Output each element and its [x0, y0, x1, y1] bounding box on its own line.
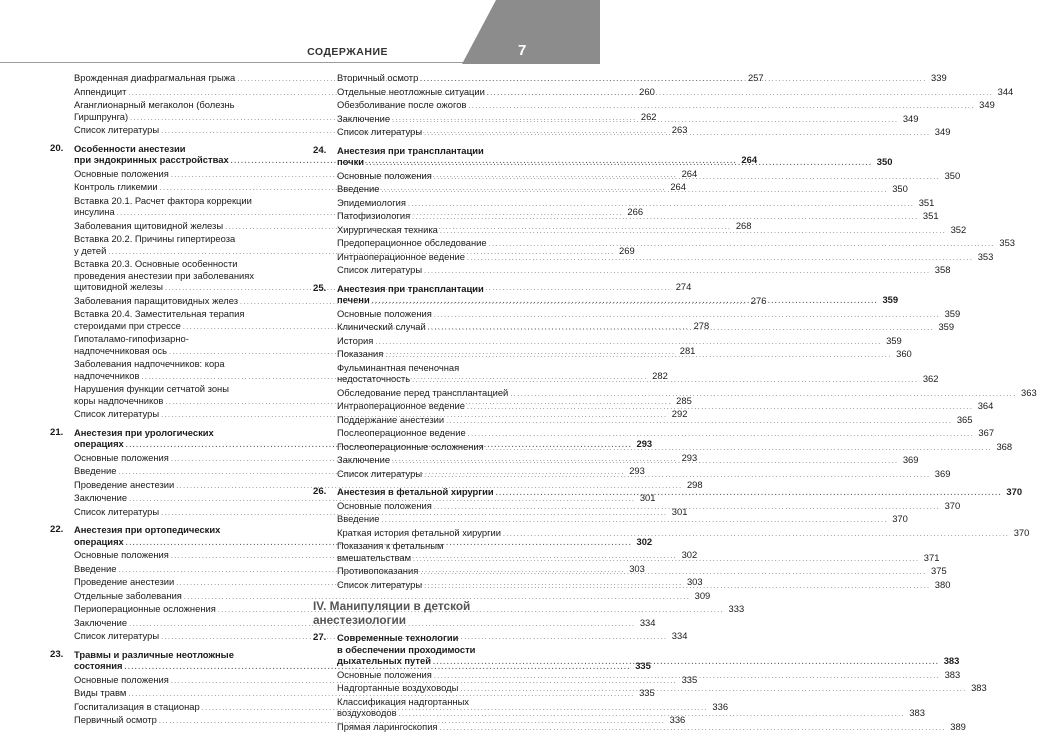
toc-entry: [74, 167, 698, 182]
entry-page: 359: [938, 321, 955, 332]
entry-page: 301: [639, 492, 656, 503]
entry-page: 368: [996, 440, 1013, 452]
entry-title: Основные положения: [337, 668, 432, 680]
entry-title: Гиршпрунга): [74, 110, 129, 122]
entry-page: 351: [922, 210, 939, 221]
entry-title: состояния: [74, 660, 123, 671]
entry-page: 293: [629, 465, 645, 476]
entry-page: 370: [1006, 486, 1023, 497]
toc-entry: [337, 156, 892, 170]
entry-title: Поддержание анестезии: [337, 413, 445, 425]
toc-entry: [337, 294, 898, 308]
leader-dots: [366, 158, 872, 170]
entry-title: печени: [337, 294, 370, 305]
entry-title: Список литературы: [74, 124, 160, 135]
entry-title: Послеоперационное ведение: [337, 427, 466, 438]
entry-page: 264: [681, 167, 698, 179]
leader-dots: [440, 226, 946, 238]
leader-dots: [424, 128, 930, 140]
entry-page: 351: [918, 196, 935, 208]
leader-dots: [375, 337, 881, 349]
leader-dots: [413, 554, 919, 566]
entry-title: Основные положения: [74, 549, 169, 560]
header-rule: [0, 36, 470, 63]
leader-dots: [428, 323, 934, 335]
entry-title: инсулина: [74, 206, 115, 217]
entry-title: почки: [337, 156, 365, 167]
entry-page: 359: [882, 294, 899, 305]
entry-title: Интраоперационное ведение: [337, 400, 465, 411]
entry-title: Интраоперационное ведение: [337, 250, 465, 262]
entry-title: История: [337, 334, 374, 346]
entry-title: Аппендицит: [74, 85, 127, 97]
entry-page: 336: [669, 714, 686, 725]
entry-page: 276: [750, 294, 767, 306]
leader-dots: [424, 581, 930, 593]
entry-title: недостаточность: [337, 373, 411, 384]
entry-page: 264: [741, 154, 758, 165]
chapter-number: 25.: [313, 282, 327, 294]
chapter-number: 23.: [50, 648, 64, 660]
entry-page: 349: [934, 126, 951, 137]
entry-page: 335: [639, 687, 655, 698]
leader-dots: [487, 85, 993, 100]
entry-title: Основные положения: [74, 451, 169, 463]
leader-dots: [434, 671, 940, 683]
leader-dots: [434, 310, 940, 322]
entry-title-line: Анестезия при ортопедических: [74, 524, 221, 535]
entry-title-line: Вставка 20.1. Расчет фактора коррекции: [74, 194, 252, 206]
leader-dots: [468, 429, 974, 441]
leader-dots: [460, 684, 966, 696]
entry-title: Проведение анестезии: [74, 576, 175, 587]
entry-page: 335: [635, 660, 651, 671]
entry-page: 349: [902, 112, 919, 124]
entry-title-line: Аганглионарный мегаколон (болезнь: [74, 99, 235, 110]
entry-title: Патофизиология: [337, 210, 411, 221]
entry-page: 369: [934, 467, 951, 479]
chapter-title: [337, 486, 1022, 500]
entry-page: 339: [931, 72, 947, 83]
leader-dots: [489, 239, 995, 251]
entry-title-line: Вставка 20.4. Заместительная терапия: [74, 308, 245, 319]
entry-page: 363: [1021, 386, 1037, 398]
entry-page: 352: [950, 223, 967, 235]
entry-title: Список литературы: [337, 467, 423, 479]
entry-title-line: в обеспечении проходимости: [337, 643, 476, 655]
entry-page: 370: [892, 513, 908, 524]
entry-page: 344: [997, 85, 1014, 97]
entry-title: Список литературы: [337, 126, 423, 137]
leader-dots: [467, 402, 973, 414]
page-header: [0, 0, 600, 65]
toc-entry: [337, 307, 961, 322]
leader-dots: [503, 529, 1009, 541]
leader-dots: [424, 470, 930, 482]
entry-page: 365: [956, 413, 973, 425]
entry-title: Анестезия в фетальной хирургии: [337, 486, 494, 497]
entry-page: 353: [977, 250, 994, 262]
leader-dots: [446, 416, 952, 428]
entry-title: Предоперационное обследование: [337, 237, 487, 248]
entry-title: Проведение анестезии: [74, 478, 175, 490]
entry-title: Основные положения: [74, 167, 169, 179]
entry-page: 302: [681, 549, 698, 560]
entry-title: Виды травм: [74, 687, 127, 698]
entry-page: 350: [944, 169, 961, 181]
entry-title-line: Гипоталамо-гипофизарно-: [74, 333, 189, 344]
entry-title: операциях: [74, 535, 124, 547]
entry-title: Список литературы: [337, 578, 423, 590]
toc-entry: [74, 124, 688, 138]
entry-title: Прямая ларингоскопия: [337, 720, 438, 732]
entry-page: 383: [971, 682, 987, 693]
leader-dots: [434, 172, 940, 184]
leader-dots: [440, 723, 946, 735]
entry-title: стероидами при стрессе: [74, 319, 181, 331]
entry-title-line: Вставка 20.3. Основные особенности: [74, 258, 238, 269]
entry-page: 333: [728, 603, 745, 614]
entry-title: Заболевания паращитовидных желез: [74, 294, 239, 306]
entry-title-line: Показания к фетальным: [337, 540, 444, 551]
toc-entry: [337, 196, 935, 211]
entry-page: 350: [876, 156, 893, 167]
entry-title: Показания: [337, 348, 384, 359]
chapter-number: 27.: [313, 632, 327, 643]
entry-title: у детей: [74, 244, 107, 256]
entry-title: воздуховодов: [337, 707, 397, 718]
entry-title-line: Классификация надгортанных: [337, 695, 469, 707]
entry-title: Врожденная диафрагмальная грыжа: [74, 72, 236, 83]
entry-title: Клинический случай: [337, 321, 426, 332]
entry-title: Основные положения: [337, 499, 432, 511]
entry-title: вмешательствам: [337, 551, 412, 563]
entry-page: 383: [909, 707, 925, 718]
entry-title: Введение: [74, 465, 117, 476]
entry-page: 353: [999, 237, 1016, 248]
leader-dots: [434, 502, 940, 514]
page-number: 7: [518, 42, 527, 59]
entry-title: операциях: [74, 438, 124, 449]
entry-page: 269: [619, 244, 635, 256]
entry-title: Список литературы: [74, 505, 160, 517]
entry-title: Первичный осмотр: [74, 714, 157, 725]
chapter-number: 26.: [313, 486, 327, 497]
entry-title: Заключение: [337, 112, 391, 124]
entry-page: 303: [686, 576, 703, 587]
entry-title: щитовидной железы: [74, 281, 163, 292]
entry-page: 383: [944, 668, 961, 680]
toc-entry: [337, 427, 995, 441]
entry-page: 274: [675, 281, 692, 292]
entry-page: 336: [712, 700, 729, 712]
leader-dots: [381, 515, 887, 527]
entry-title-line: Современные технологии: [337, 632, 459, 643]
entry-page: 282: [652, 369, 668, 381]
entry-title: Список литературы: [74, 408, 160, 419]
leader-dots: [399, 709, 905, 721]
entry-page: 257: [747, 72, 764, 83]
entry-page: 350: [892, 183, 908, 194]
entry-title-line: Фульминантная печеночная: [337, 361, 460, 373]
entry-title: надпочечниковая ось: [74, 344, 168, 356]
entry-title: Заключение: [74, 616, 128, 628]
entry-title: Послеоперационные осложнения: [337, 440, 484, 452]
section-title: СОДЕРЖАНИЕ: [307, 46, 388, 58]
entry-title: Контроль гликемии: [74, 181, 158, 192]
leader-dots: [381, 185, 887, 197]
chapter-number: 22.: [50, 524, 64, 535]
chapter-number: 20.: [50, 142, 64, 154]
entry-title-line: Травмы и различные неотложные: [74, 648, 234, 660]
entry-title-line: Анестезия при урологических: [74, 426, 214, 438]
entry-title: дыхательных путей: [337, 655, 431, 666]
entry-title: Обезболивание после ожогов: [337, 99, 467, 110]
entry-page: 262: [640, 110, 657, 122]
entry-title: Заболевания щитовидной железы: [74, 219, 224, 231]
entry-page: 367: [978, 427, 995, 438]
entry-title: Обследование перед трансплантацией: [337, 386, 509, 398]
leader-dots: [372, 296, 878, 308]
leader-dots: [467, 253, 973, 265]
entry-page: 349: [979, 99, 995, 110]
leader-dots: [392, 115, 898, 127]
entry-page: 335: [681, 673, 698, 685]
entry-title: Введение: [337, 513, 380, 524]
leader-dots: [385, 350, 891, 362]
entry-title: Краткая история фетальной хирургии: [337, 526, 501, 538]
leader-dots: [433, 657, 939, 669]
toc-entry: [337, 655, 959, 669]
leader-dots: [412, 212, 918, 224]
entry-title: Надгортанные воздуховоды: [337, 682, 459, 693]
leader-dots: [510, 389, 1016, 401]
entry-title: при эндокринных расстройствах: [74, 154, 229, 165]
entry-title-line: Нарушения функции сетчатой зоны: [74, 383, 229, 394]
toc-entry: [74, 589, 711, 604]
entry-title-line: Заболевания надпочечников: кора: [74, 358, 225, 369]
leader-dots: [486, 443, 992, 455]
chapter-title: [337, 283, 898, 308]
entry-page: 383: [943, 655, 960, 666]
entry-page: 298: [686, 478, 703, 490]
part-title-line: IV. Манипуляции в детской: [313, 599, 471, 613]
entry-title: Введение: [337, 183, 380, 194]
page-number-tab: [462, 0, 600, 64]
leader-dots: [424, 266, 930, 278]
entry-title: Отдельные неотложные ситуации: [337, 85, 485, 97]
entry-title: Основные положения: [74, 673, 169, 685]
toc-entry: [337, 486, 1022, 500]
entry-title-line: Анестезия при трансплантации: [337, 282, 484, 294]
entry-page: 334: [639, 616, 656, 628]
part-title-line: анестезиологии: [313, 613, 406, 627]
entry-title: Периоперационные осложнения: [74, 603, 216, 614]
entry-title: Отдельные заболевания: [74, 589, 182, 601]
entry-page: 278: [693, 319, 710, 331]
entry-title: коры надпочечников: [74, 394, 164, 406]
leader-dots: [392, 456, 898, 468]
chapter-number: 24.: [313, 144, 327, 156]
toc-entry: [337, 99, 995, 113]
leader-dots: [496, 488, 1002, 500]
entry-page: 380: [934, 578, 951, 590]
entry-page: 370: [1013, 526, 1030, 538]
entry-page: 303: [629, 562, 645, 574]
toc-entry: [337, 720, 966, 735]
entry-title: Противопоказания: [337, 565, 419, 576]
leader-dots: [468, 101, 974, 113]
entry-title: Заключение: [337, 454, 391, 465]
entry-page: 293: [681, 451, 698, 463]
entry-page: 360: [896, 348, 912, 359]
entry-title: Список литературы: [74, 630, 160, 641]
entry-page: 364: [977, 400, 994, 411]
entry-page: 359: [886, 334, 902, 346]
entry-page: 358: [934, 264, 951, 275]
entry-page: 293: [636, 438, 653, 449]
toc-entry: [337, 334, 902, 349]
entry-title: надпочечников: [74, 369, 140, 381]
leader-dots: [408, 199, 914, 211]
entry-page: 309: [694, 589, 711, 601]
entry-page: 264: [670, 181, 686, 192]
entry-page: 389: [950, 720, 966, 732]
entry-page: 263: [671, 124, 688, 135]
entry-title: Эпидемиология: [337, 196, 406, 208]
entry-page: 285: [676, 394, 692, 406]
entry-page: 266: [627, 206, 644, 217]
entry-title: Заключение: [74, 492, 128, 503]
entry-title: Вторичный осмотр: [337, 72, 419, 83]
entry-page: 370: [944, 499, 961, 511]
leader-dots: [420, 74, 926, 86]
entry-title: Введение: [74, 562, 117, 574]
entry-page: 359: [944, 307, 961, 319]
entry-title: Основные положения: [337, 169, 432, 181]
chapter-title: [337, 145, 892, 170]
chapter-number: 21.: [50, 426, 64, 438]
entry-page: 302: [636, 535, 653, 547]
entry-page: 301: [671, 505, 688, 517]
entry-page: 334: [671, 630, 688, 641]
entry-page: 371: [923, 551, 940, 563]
leader-dots: [420, 567, 926, 579]
part-title: [313, 599, 557, 627]
entry-page: 281: [679, 344, 696, 356]
entry-title: Список литературы: [337, 264, 423, 275]
entry-page: 268: [735, 219, 752, 231]
entry-title-line: проведения анестезии при заболеваниях: [74, 269, 255, 281]
entry-title-line: Анестезия при трансплантации: [337, 144, 484, 156]
entry-title-line: Вставка 20.2. Причины гипертиреоза: [74, 233, 236, 244]
chapter-title: [337, 632, 959, 669]
toc-entry: [337, 264, 951, 278]
leader-dots: [412, 375, 918, 387]
entry-page: 375: [931, 565, 947, 576]
toc-entry: [337, 513, 908, 527]
entry-title-line: Особенности анестезии: [74, 142, 186, 154]
entry-page: 369: [902, 454, 919, 465]
entry-title: Основные положения: [337, 307, 432, 319]
entry-page: 362: [922, 373, 939, 384]
entry-page: 260: [639, 85, 655, 97]
entry-page: 292: [671, 408, 688, 419]
entry-title: Хирургическая техника: [337, 223, 438, 235]
entry-title: Госпитализация в стационар: [74, 700, 200, 712]
